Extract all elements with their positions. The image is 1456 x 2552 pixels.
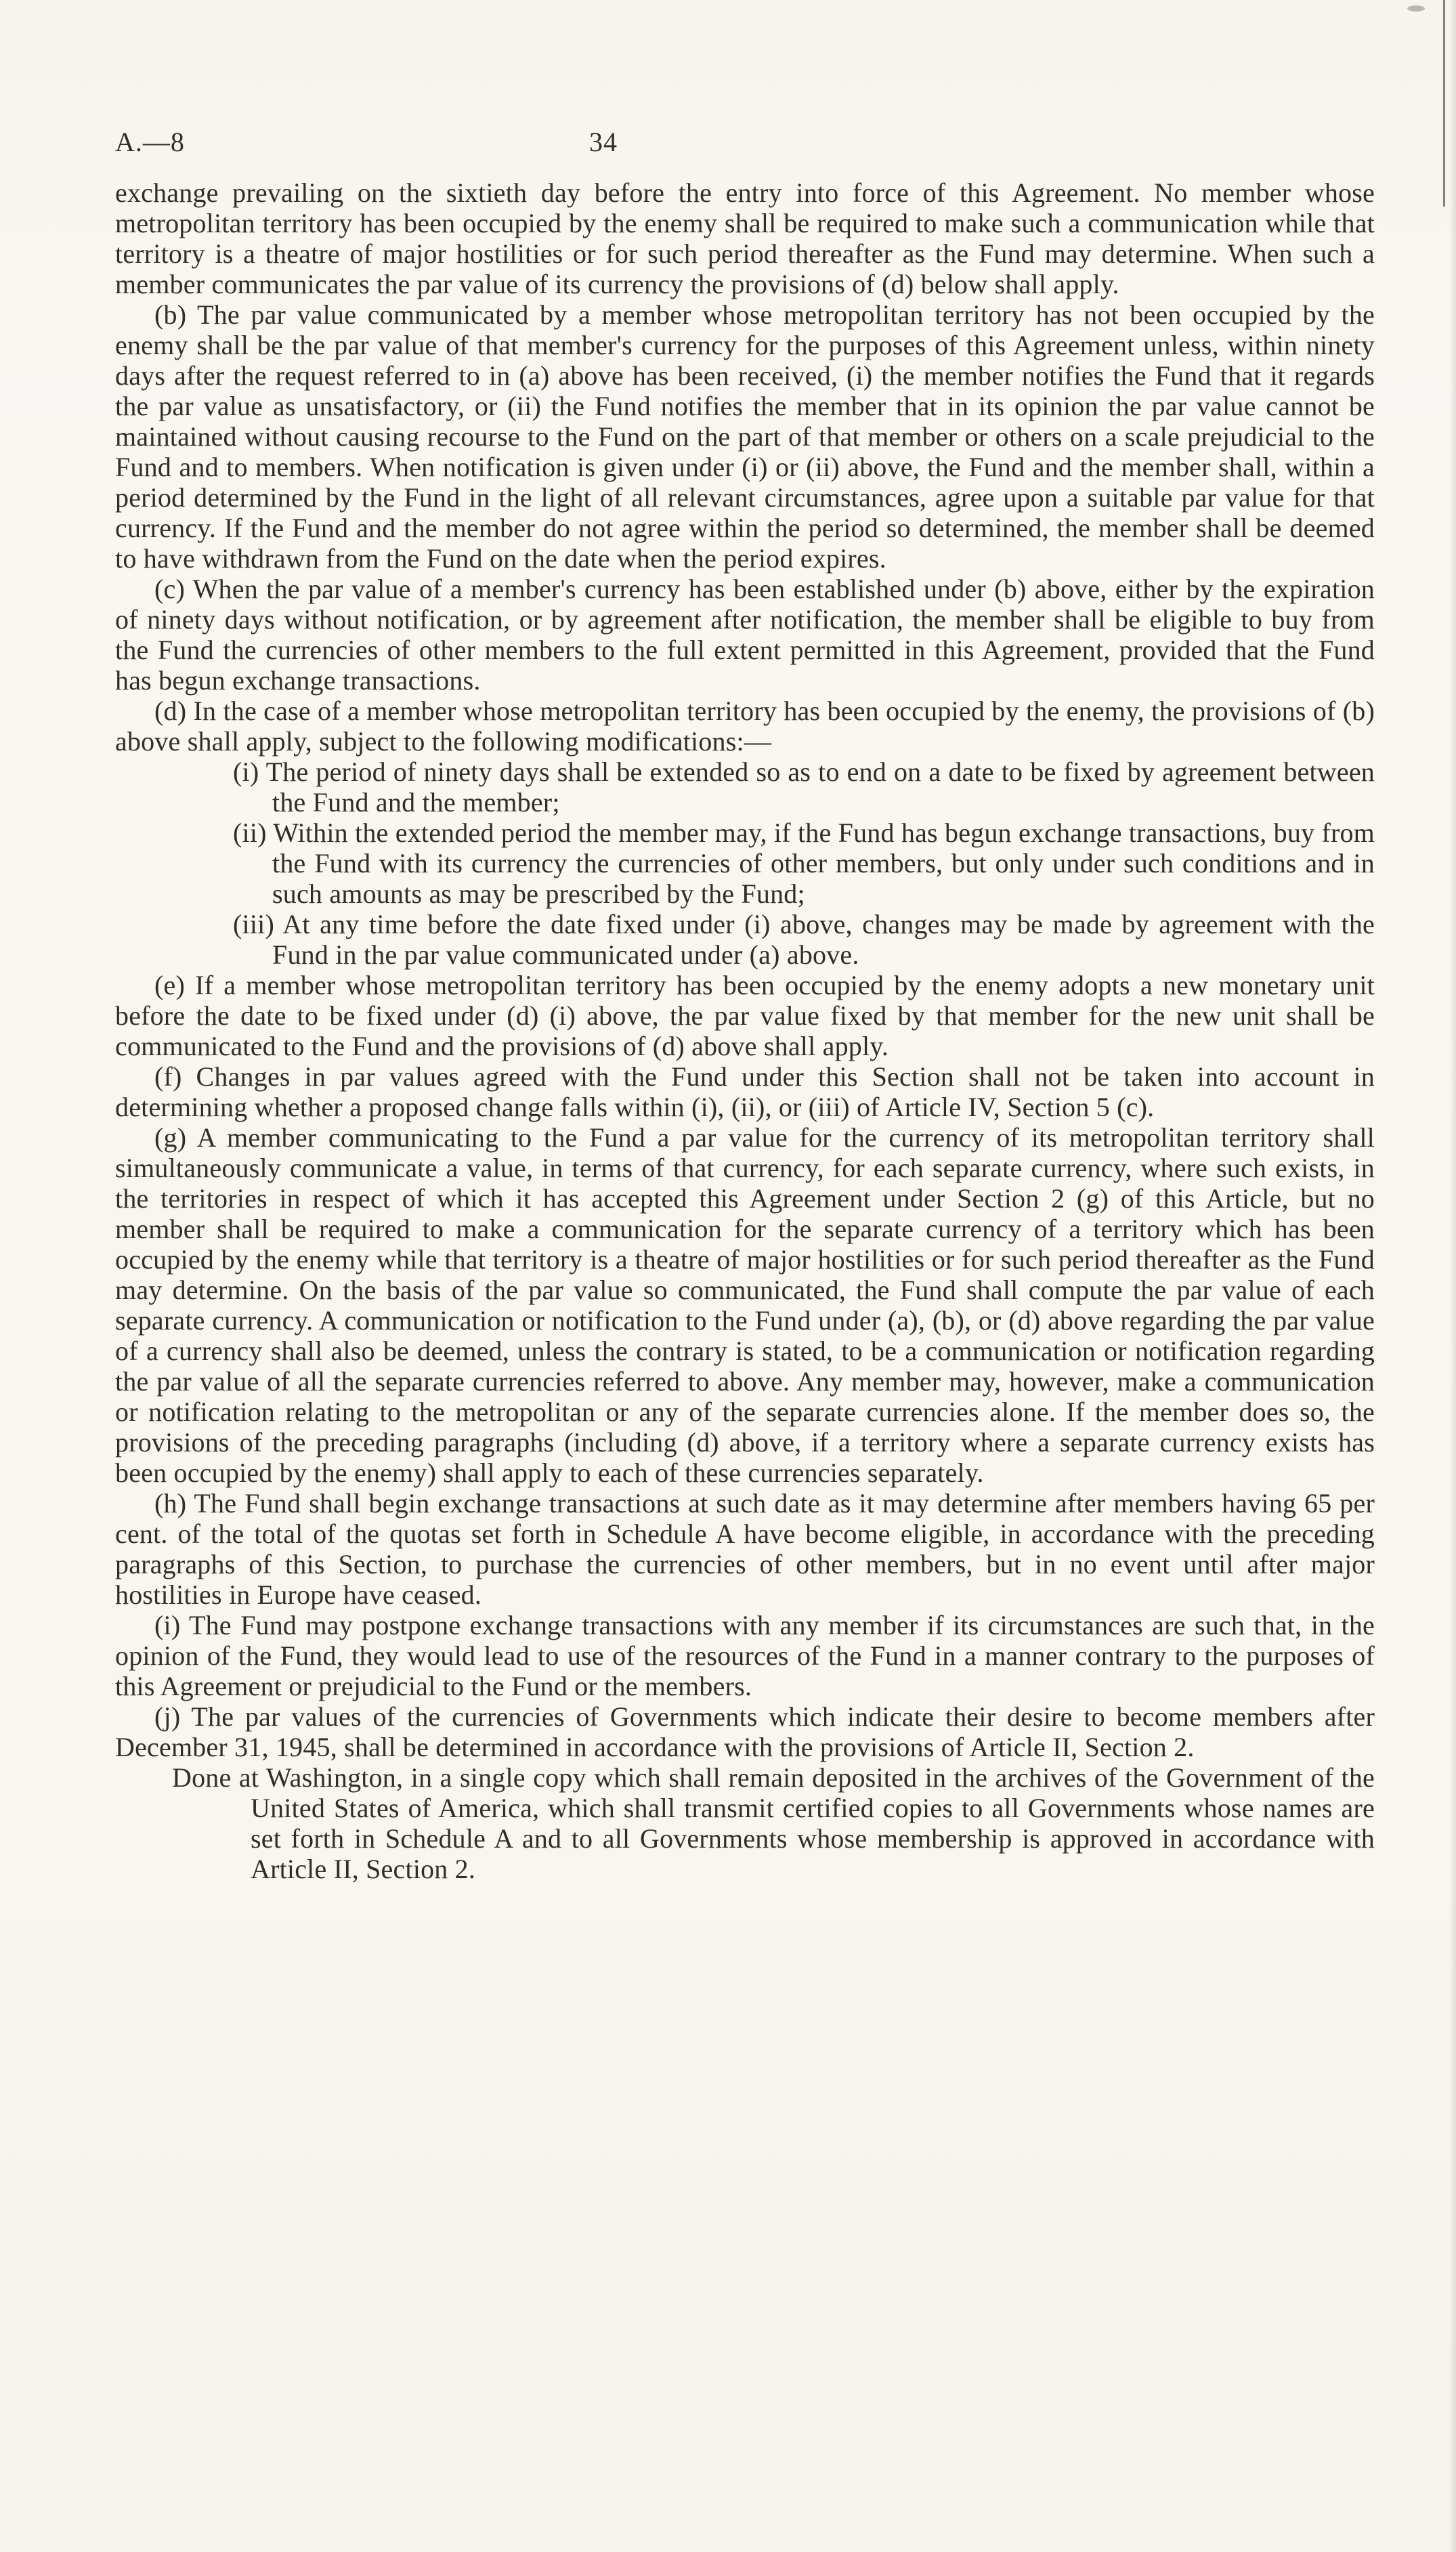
paragraph-a-continuation: exchange prevailing on the sixtieth day before the entry into force of this Agreement. No member whose metropolitan territory has been occupied by the enemy shall be required to make such a communication while that territory is a theatre of major hostilities or for such period thereafter as the Fund may determine. When such a member communicates the par value of its currency the provisions of (d) below shall apply. [115, 177, 1375, 299]
subitem-d-iii: (iii) At any time before the date fixed under (i) above, changes may be made by agreement with the Fund in the par value communicated under (a) above. [233, 909, 1375, 970]
paragraph-e: (e) If a member whose metropolitan territory has been occupied by the enemy adopts a new monetary unit before the date to be fixed under (d) (i) above, the par value fixed by that member for the new unit shall be communicated to the Fund and the provisions of (d) above shall apply. [115, 970, 1375, 1061]
paragraph-h: (h) The Fund shall begin exchange transactions at such date as it may determine after members having 65 per cent. of the total of the quotas set forth in Schedule A have become eligible, in accordance with the preceding paragraphs of this Section, to purchase the currencies of other members, but in no event until after major hostilities in Europe have ceased. [115, 1488, 1375, 1610]
closing-paragraph: Done at Washington, in a single copy which shall remain deposited in the archives of the Government of the United States of America, which shall transmit certified copies to all Governments whose names are set forth in Schedule A and to all Governments whose membership is approved in accordance with Article II, Section 2. [172, 1762, 1375, 1884]
scan-artifact-line [1443, 0, 1445, 207]
page-header [115, 126, 1375, 160]
section-label: A.—8 [115, 127, 185, 157]
paragraph-i: (i) The Fund may postpone exchange transactions with any member if its circumstances are such that, in the opinion of the Fund, they would lead to use of the resources of the Fund in a manner contrary to the purposes of this Agreement or prejudicial to the Fund or the members. [115, 1610, 1375, 1701]
paragraph-d: (d) In the case of a member whose metropolitan territory has been occupied by the enemy, the provisions of (b) above shall apply, subject to the following modifications:— [115, 696, 1375, 757]
paragraph-j: (j) The par values of the currencies of Governments which indicate their desire to become members after December 31, 1945, shall be determined in accordance with the provisions of Article II, Section 2. [115, 1701, 1375, 1762]
scan-edge-shadow [1449, 0, 1456, 2552]
subitem-d-i: (i) The period of ninety days shall be extended so as to end on a date to be fixed by agreement between the Fund and the member; [233, 757, 1375, 817]
scan-artifact-speck [1407, 5, 1425, 12]
paragraph-g: (g) A member communicating to the Fund a par value for the currency of its metropolitan territory shall simultaneously communicate a value, in terms of that currency, for each separate currency, where such exists, in the territories in respect of which it has accepted this Agreement under Section 2 (g) of this Article, but no member shall be required to make a communication for the separate currency of a territory which has been occupied by the enemy while that territory is a theatre of major hostilities or for such period thereafter as the Fund may determine. On the basis of the par value so communicated, the Fund shall compute the par value of each separate currency. A communication or notification to the Fund under (a), (b), or (d) above regarding the par value of a currency shall also be deemed, unless the contrary is stated, to be a communication or notification regarding the par value of all the separate currencies referred to above. Any member may, however, make a communication or notification relating to the metropolitan or any of the separate currencies alone. If the member does so, the provisions of the preceding paragraphs (including (d) above, if a territory where a separate currency exists has been occupied by the enemy) shall apply to each of these currencies separately. [115, 1122, 1375, 1488]
page-number: 34 [589, 127, 618, 157]
paragraph-c: (c) When the par value of a member's currency has been established under (b) above, either by the expiration of ninety days without notification, or by agreement after notification, the member shall be eligible to buy from the Fund the currencies of other members to the full extent permitted in this Agreement, provided that the Fund has begun exchange transactions. [115, 574, 1375, 696]
document-body [115, 177, 1375, 1884]
subitem-d-ii: (ii) Within the extended period the member may, if the Fund has begun exchange transactions, buy from the Fund with its currency the currencies of other members, but only under such conditions and in such amounts as may be prescribed by the Fund; [233, 817, 1375, 909]
paragraph-f: (f) Changes in par values agreed with the Fund under this Section shall not be taken into account in determining whether a proposed change falls within (i), (ii), or (iii) of Article IV, Section 5 (c). [115, 1061, 1375, 1122]
paragraph-b: (b) The par value communicated by a member whose metropolitan territory has not been occupied by the enemy shall be the par value of that member's currency for the purposes of this Agreement unless, within ninety days after the request referred to in (a) above has been received, (i) the member notifies the Fund that it regards the par value as unsatisfactory, or (ii) the Fund notifies the member that in its opinion the par value cannot be maintained without causing recourse to the Fund on the part of that member or others on a scale prejudicial to the Fund and to members. When notification is given under (i) or (ii) above, the Fund and the member shall, within a period determined by the Fund in the light of all relevant circumstances, agree upon a suitable par value for that currency. If the Fund and the member do not agree within the period so determined, the member shall be deemed to have withdrawn from the Fund on the date when the period expires. [115, 299, 1375, 574]
